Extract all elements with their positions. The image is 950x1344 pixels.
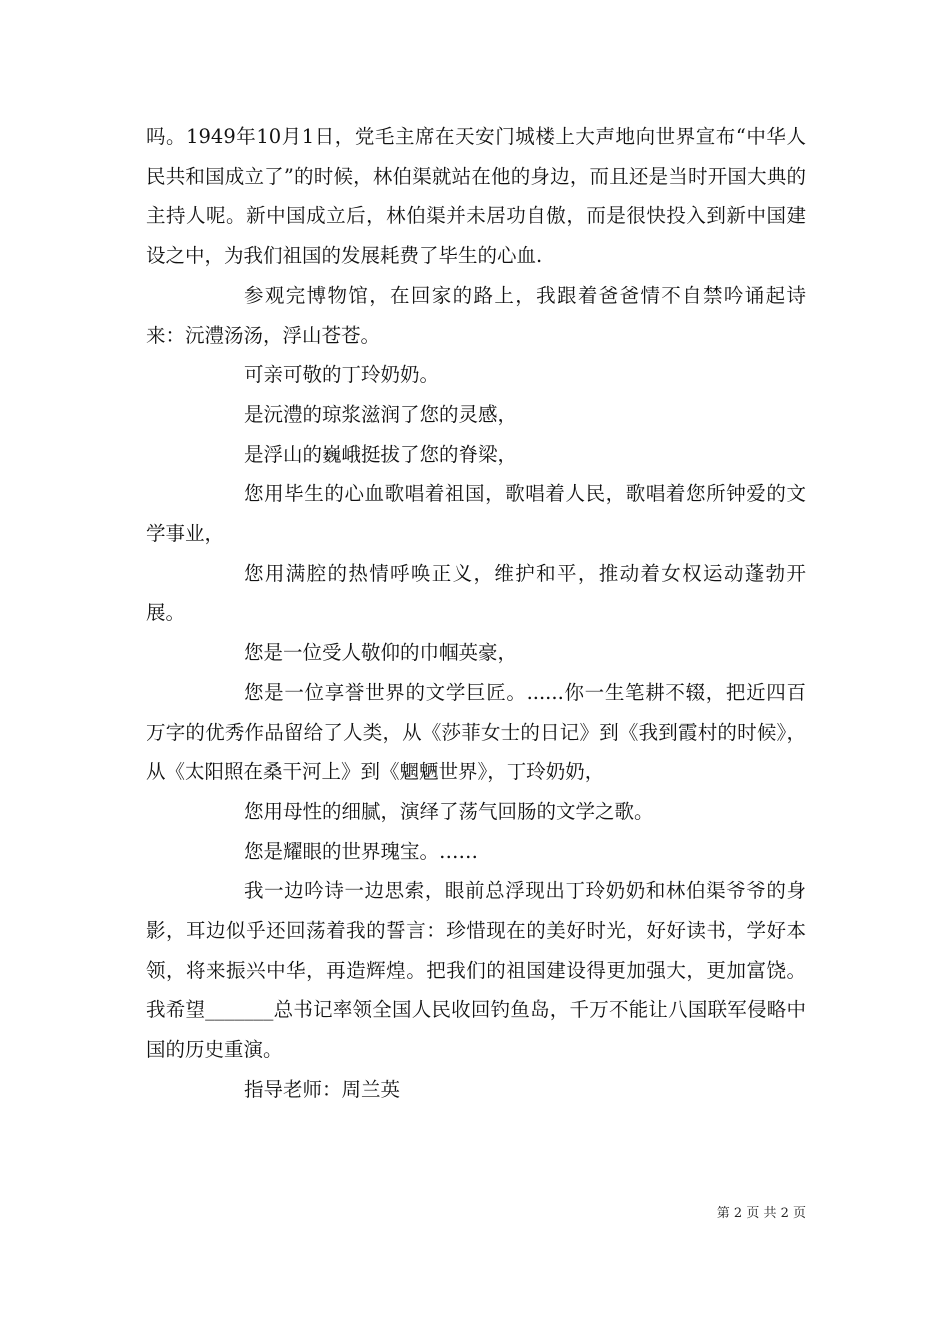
poem-line: 您用毕生的心血歌唱着祖国，歌唱着人民，歌唱着您所钟爱的文学事业， — [146, 482, 806, 546]
poem-line: 您是一位受人敬仰的巾帼英豪， — [244, 641, 518, 665]
paragraph: 吗。1949年10月1日，党毛主席在天安门城楼上大声地向世界宣布“中华人民共和国成立了”的时候，林伯渠就站在他的身边，而且还是当时开国大典的主持人呢。新中国成立后，林伯渠并未居功自傲，而是很快投入到新中国建设之中，为我们祖国的发展耗费了毕生的心血. — [146, 125, 806, 268]
poem-line: 您用母性的细腻，演绎了荡气回肠的文学之歌。 — [244, 799, 654, 823]
poem-line: 可亲可敬的丁玲奶奶。 — [244, 363, 440, 387]
page-number: 第 2 页 共 2 页 — [716, 1206, 806, 1221]
poem-line: 是浮山的巍峨挺拔了您的脊梁， — [244, 442, 518, 466]
teacher-credit: 指导老师：周兰英 — [244, 1077, 401, 1101]
paragraph: 参观完博物馆，在回家的路上，我跟着爸爸情不自禁吟诵起诗来：沅澧汤汤，浮山苍苍。 — [146, 283, 806, 347]
paragraph: 我一边吟诗一边思索，眼前总浮现出丁玲奶奶和林伯渠爷爷的身影，耳边似乎还回荡着我的誓言：珍惜现在的美好时光，好好读书，学好本领，将来振兴中华，再造辉煌。把我们的祖国建设得更加强大，更加富饶。我希望_______总书记率领全国人民收回钓鱼岛，千万不能让八国联军侵略中国的历史重演。 — [146, 879, 806, 1062]
poem-line: 您是耀眼的世界瑰宝。…… — [244, 839, 479, 863]
document-body — [146, 117, 806, 1110]
poem-line: 是沅澧的琼浆滋润了您的灵感， — [244, 402, 518, 426]
poem-line: 您是一位享誉世界的文学巨匠。......你一生笔耕不辍，把近四百万字的优秀作品留给了人类，从《莎菲女士的日记》到《我到霞村的时候》，从《太阳照在桑干河上》到《魍魉世界》，丁玲奶奶， — [146, 680, 806, 784]
poem-line: 您用满腔的热情呼唤正义，维护和平，推动着女权运动蓬勃开展。 — [146, 561, 806, 625]
